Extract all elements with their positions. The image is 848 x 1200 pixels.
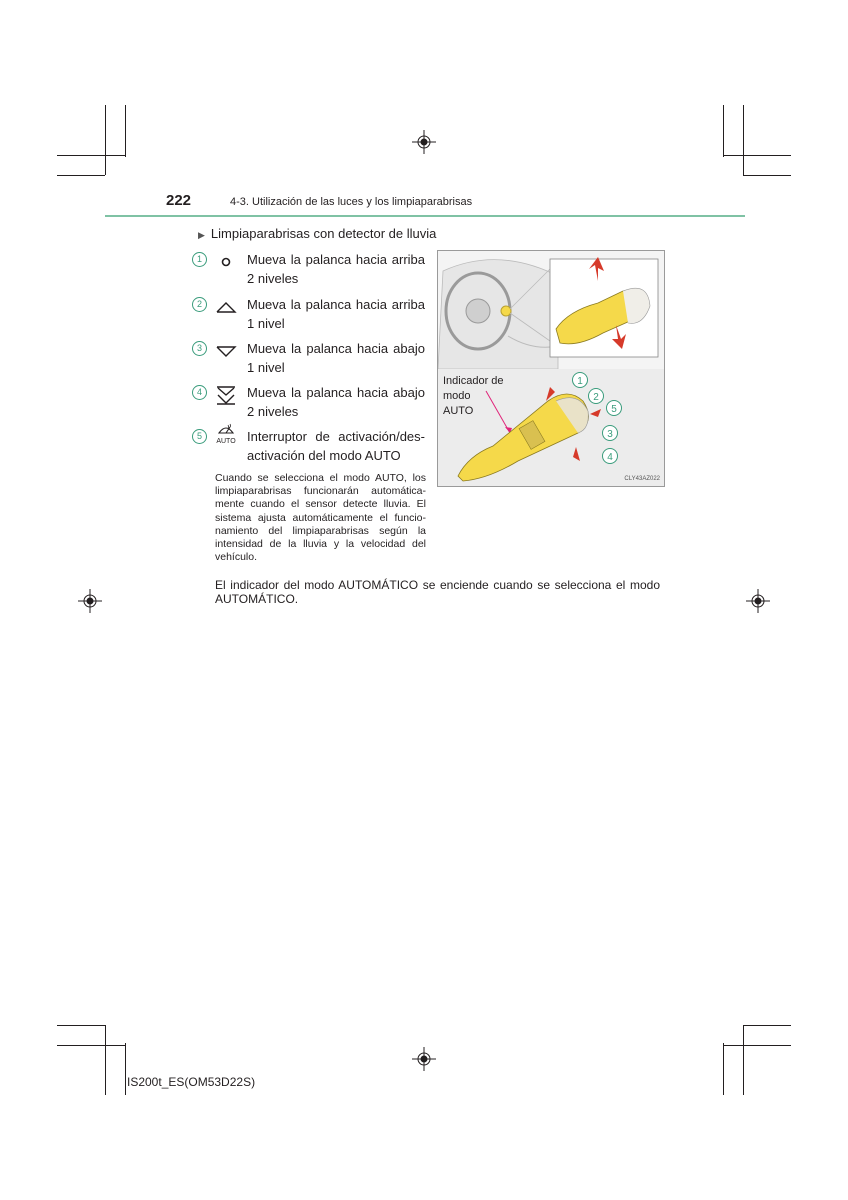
registration-mark-bottom — [412, 1047, 436, 1071]
page-number: 222 — [166, 192, 192, 209]
circle-o-icon — [215, 252, 237, 272]
note-text: Cuando se selecciona el modo AUTO, los limpiaparabrisas funcionarán automática-mente cuando el sensor detecte lluvia. El sistema ajusta automáticamente el funcio-namiento del limpiaparabrisas según la intensidad de la lluvia y la velocidad del vehículo. — [215, 472, 426, 564]
auto-icon-label: AUTO — [216, 438, 236, 445]
registration-mark-left — [78, 589, 102, 613]
auto-wiper-icon — [215, 423, 237, 445]
figure-code: CLY43AZ022 — [624, 476, 660, 482]
item-text: Mueva la palanca hacia arriba 2 niveles — [247, 252, 425, 286]
figure-label-line3: AUTO — [443, 405, 474, 417]
triangle-up-icon — [215, 297, 237, 317]
registration-mark-right — [746, 589, 770, 613]
figure-label-line2: modo — [443, 390, 471, 402]
bullet-triangle-icon: ▶ — [198, 230, 205, 240]
item-text: Mueva la palanca hacia abajo 1 nivel — [247, 341, 425, 375]
item-number: 4 — [192, 385, 207, 400]
figure-callout: 4 — [607, 452, 613, 463]
footer-code: IS200t_ES(OM53D22S) — [127, 1075, 256, 1089]
item-number: 2 — [192, 297, 207, 312]
item-text: Mueva la palanca hacia arriba 1 nivel — [247, 297, 425, 331]
item-number: 3 — [192, 341, 207, 356]
item-text: Interruptor de activación/des-activación del modo AUTO — [247, 429, 425, 463]
triangle-down-icon — [215, 341, 237, 361]
item-number: 1 — [192, 252, 207, 267]
figure-label-line1: Indicador de — [443, 375, 504, 387]
paragraph-text: El indicador del modo AUTOMÁTICO se enciende cuando se selecciona el modo AUTOMÁTICO. — [215, 578, 660, 606]
section-heading-text: Limpiaparabrisas con detector de lluvia — [210, 226, 437, 241]
item-text: Mueva la palanca hacia abajo 2 niveles — [247, 385, 425, 419]
figure-callout: 1 — [577, 376, 583, 387]
registration-mark-top — [412, 130, 436, 154]
figure-callout: 3 — [607, 429, 613, 440]
wiper-lever-figure — [437, 250, 665, 487]
double-triangle-down-icon — [215, 385, 237, 405]
header-rule — [105, 215, 745, 217]
section-heading — [198, 226, 436, 241]
figure-callout: 5 — [611, 404, 617, 415]
wiper-lever-illustration — [438, 251, 664, 486]
figure-callout: 2 — [593, 392, 599, 403]
section-title: 4-3. Utilización de las luces y los limpiaparabrisas — [230, 196, 473, 208]
item-number: 5 — [192, 429, 207, 444]
